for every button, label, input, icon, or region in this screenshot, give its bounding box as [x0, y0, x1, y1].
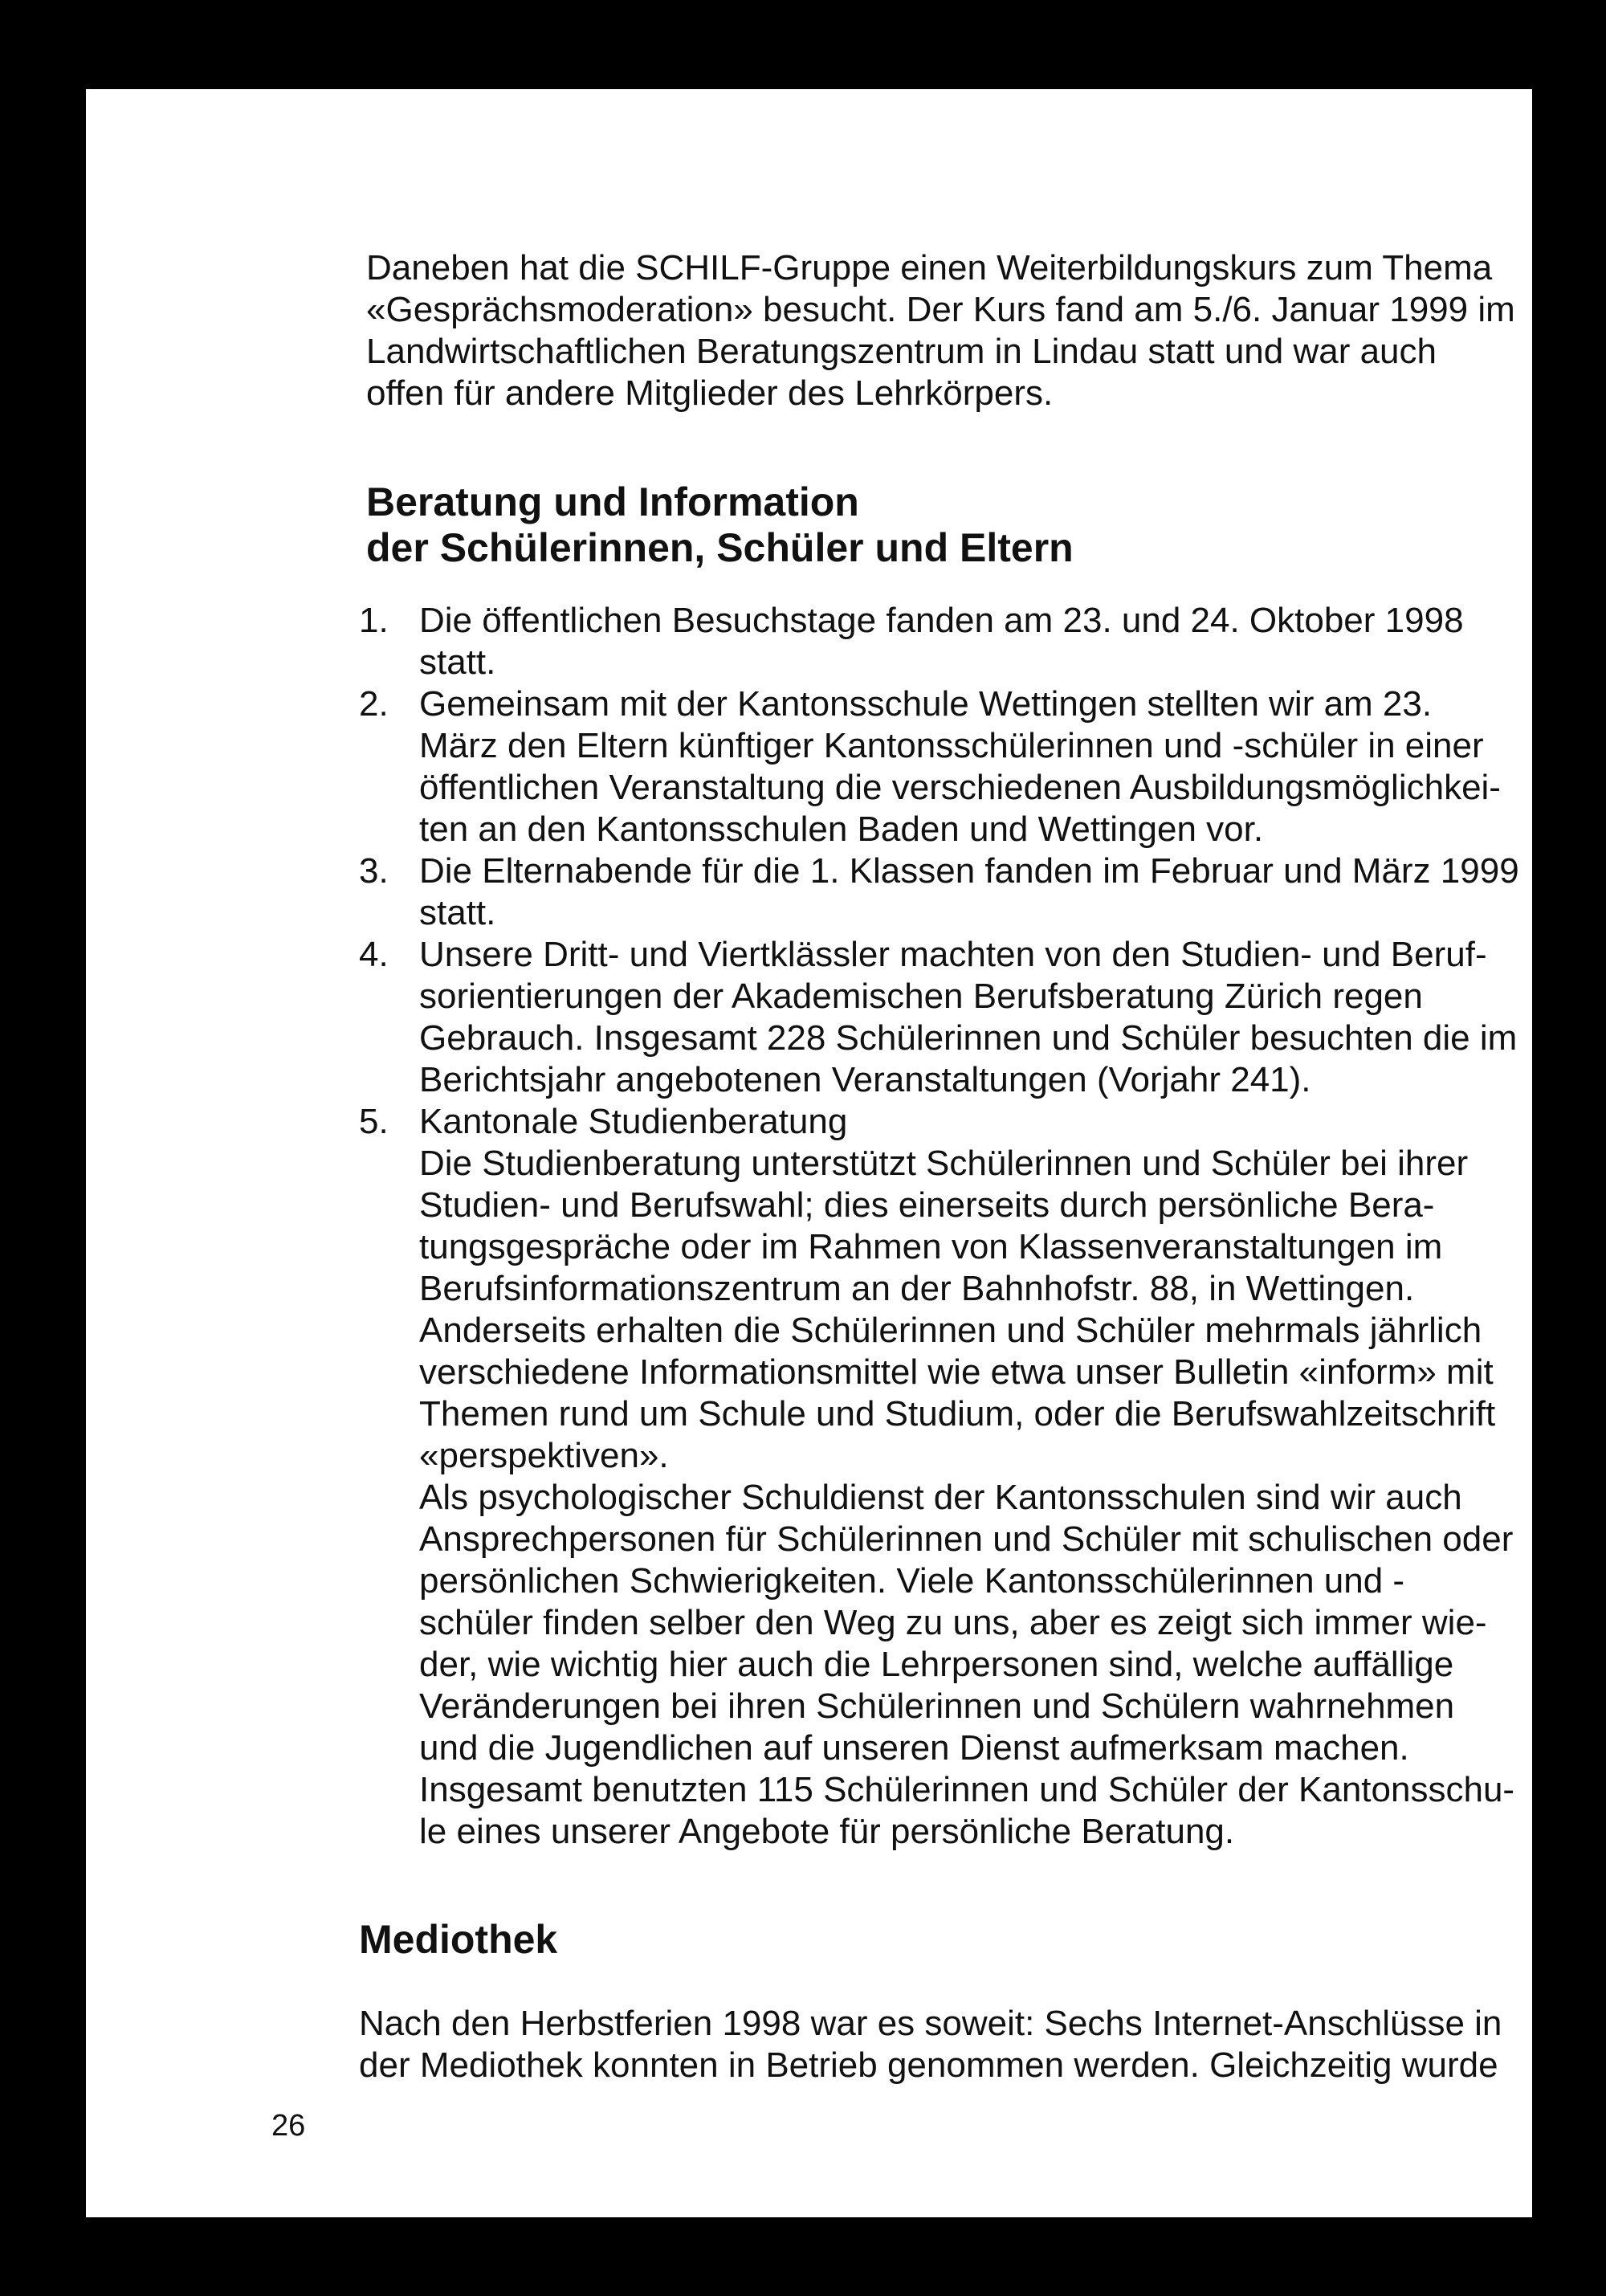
text-line: der, wie wichtig hier auch die Lehrpersonen sind, welche auffällige	[419, 1645, 1454, 1684]
text-line: Gemeinsam mit der Kantonsschule Wettingen stellten wir am 23.	[419, 684, 1433, 724]
list-item-number: 4.	[359, 935, 389, 974]
text-line: «Gesprächsmoderation» besucht. Der Kurs fand am 5./6. Januar 1999 im	[366, 290, 1515, 329]
text-line: Berichtsjahr angebotenen Veranstaltungen (Vorjahr 241).	[419, 1060, 1311, 1099]
heading-line: Beratung und Information	[366, 479, 859, 524]
text-line: statt.	[419, 893, 496, 932]
list-item	[359, 1101, 1539, 1853]
list-item	[359, 600, 1539, 683]
list-item	[359, 850, 1539, 934]
list-item-number: 5.	[359, 1102, 389, 1141]
text-line: Landwirtschaftlichen Beratungszentrum in Lindau statt und war auch	[366, 332, 1437, 371]
text-line: offen für andere Mitglieder des Lehrkörpers.	[366, 373, 1054, 413]
list-item-text	[419, 683, 1539, 850]
text-line: März den Eltern künftiger Kantonsschülerinnen und -schüler in einer	[419, 726, 1484, 765]
list-item	[359, 683, 1539, 850]
text-line: persönlichen Schwierigkeiten. Viele Kantonsschülerinnen und -	[419, 1561, 1405, 1601]
text-line: schüler finden selber den Weg zu uns, aber es zeigt sich immer wie-	[419, 1603, 1487, 1642]
list-item-text	[419, 1101, 1539, 1853]
text-line: Veränderungen bei ihren Schülerinnen und Schülern wahrnehmen	[419, 1686, 1455, 1726]
page-number: 26	[271, 2109, 306, 2143]
text-line: «perspektiven».	[419, 1436, 669, 1475]
text-line: Die Studienberatung unterstützt Schülerinnen und Schüler bei ihrer	[419, 1144, 1469, 1183]
text-line: Die öffentlichen Besuchstage fanden am 23. und 24. Oktober 1998	[419, 601, 1464, 640]
text-line: sorientierungen der Akademischen Berufsberatung Zürich regen	[419, 977, 1423, 1016]
section-heading-mediothek	[359, 1917, 1539, 1963]
list-item-text	[419, 850, 1539, 934]
list-item	[359, 934, 1539, 1101]
list-item-number: 2.	[359, 684, 389, 724]
mediothek-paragraph	[359, 2003, 1539, 2086]
text-line: Die Elternabende für die 1. Klassen fanden im Februar und März 1999	[419, 851, 1519, 891]
text-line: der Mediothek konnten in Betrieb genommen werden. Gleichzeitig wurde	[359, 2045, 1498, 2085]
numbered-list	[359, 600, 1539, 1853]
list-item-number: 3.	[359, 851, 389, 891]
heading-line: der Schülerinnen, Schüler und Eltern	[366, 525, 1074, 570]
document-page	[86, 89, 1532, 2217]
text-line: Kantonale Studienberatung	[419, 1102, 848, 1141]
list-item-text	[419, 600, 1539, 683]
text-line: ten an den Kantonsschulen Baden und Wettingen vor.	[419, 810, 1264, 849]
scan-border-right	[1532, 0, 1606, 2296]
text-line: tungsgespräche oder im Rahmen von Klassenveranstaltungen im	[419, 1227, 1443, 1266]
text-line: Insgesamt benutzten 115 Schülerinnen und Schüler der Kantonsschu-	[419, 1770, 1515, 1809]
text-line: Daneben hat die SCHILF-Gruppe einen Weiterbildungskurs zum Thema	[366, 248, 1493, 288]
heading-line: Mediothek	[359, 1917, 558, 1962]
text-line: und die Jugendlichen auf unseren Dienst aufmerksam machen.	[419, 1728, 1409, 1768]
text-line: Studien- und Berufswahl; dies einerseits durch persönliche Bera-	[419, 1185, 1435, 1225]
text-line: Gebrauch. Insgesamt 228 Schülerinnen und Schüler besuchten die im	[419, 1018, 1518, 1058]
text-line: Als psychologischer Schuldienst der Kantonsschulen sind wir auch	[419, 1478, 1462, 1517]
text-line: Berufsinformationszentrum an der Bahnhofstr. 88, in Wettingen.	[419, 1269, 1415, 1308]
text-line: Nach den Herbstferien 1998 war es soweit: Sechs Internet-Anschlüsse in	[359, 2004, 1502, 2043]
text-line: öffentlichen Veranstaltung die verschiedenen Ausbildungsmöglichkei-	[419, 768, 1501, 807]
text-line: le eines unserer Angebote für persönliche Beratung.	[419, 1812, 1235, 1851]
text-line: verschiedene Informationsmittel wie etwa unser Bulletin «inform» mit	[419, 1352, 1494, 1392]
text-line: Ansprechpersonen für Schülerinnen und Schüler mit schulischen oder	[419, 1519, 1514, 1559]
intro-paragraph	[366, 247, 1539, 414]
text-line: Themen rund um Schule und Studium, oder die Berufswahlzeitschrift	[419, 1394, 1496, 1433]
scan-border-top	[0, 0, 1606, 89]
section-heading-beratung	[366, 479, 1539, 571]
list-item-number: 1.	[359, 601, 389, 640]
list-item-text	[419, 934, 1539, 1101]
scan-border-left	[0, 0, 86, 2296]
text-line: statt.	[419, 642, 496, 682]
scan-border-bottom	[0, 2217, 1606, 2296]
page-content	[279, 247, 1531, 2086]
text-line: Anderseits erhalten die Schülerinnen und Schüler mehrmals jährlich	[419, 1311, 1482, 1350]
text-line: Unsere Dritt- und Viertklässler machten von den Studien- und Beruf-	[419, 935, 1487, 974]
